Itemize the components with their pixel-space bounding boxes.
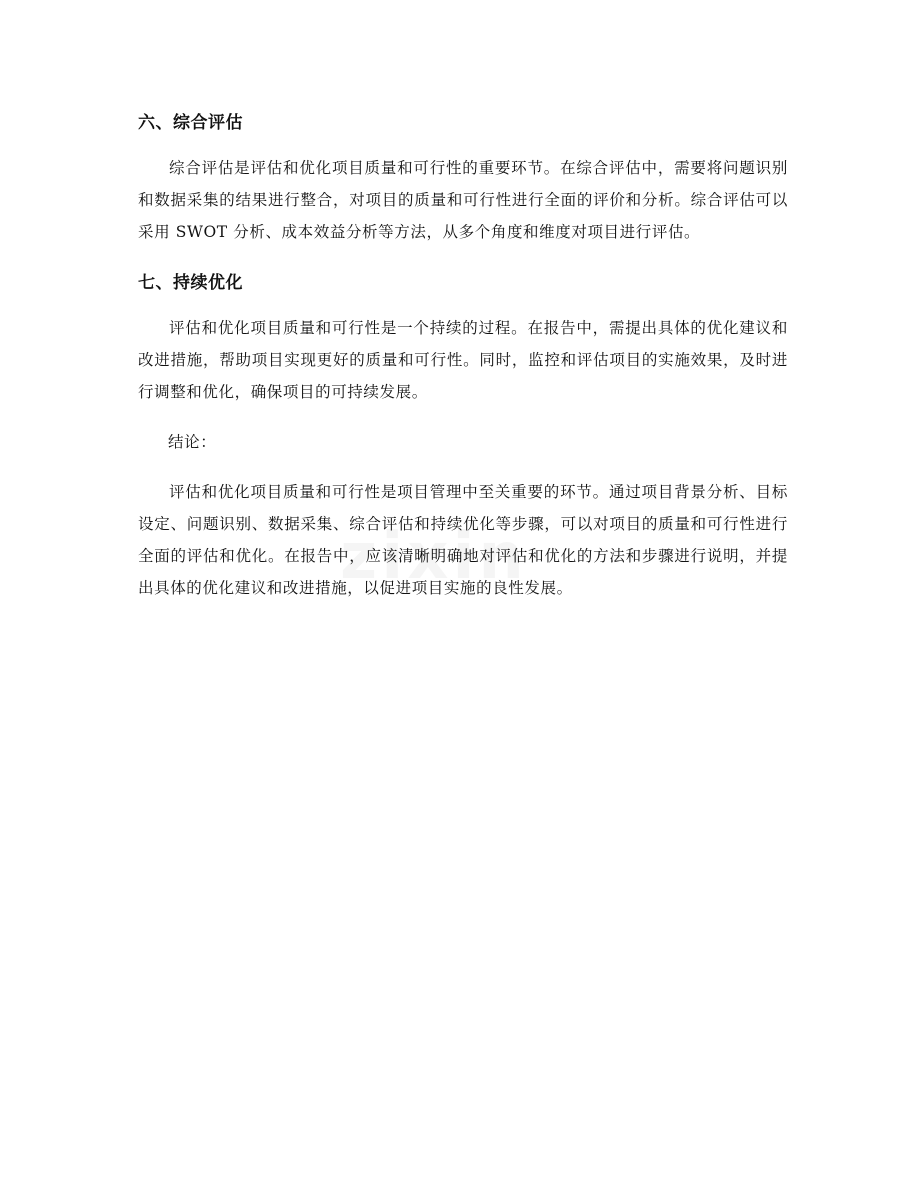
- conclusion-label: 结论：: [168, 433, 217, 451]
- paragraph-comprehensive-evaluation: 综合评估是评估和优化项目质量和可行性的重要环节。在综合评估中，需要将问题识别和数据采集的结果进行整合，对项目的质量和可行性进行全面的评价和分析。综合评估可以采用 SWOT 分析、成本效益分析等方法，从多个角度和维度对项目进行评估。: [138, 159, 788, 241]
- document-body: [138, 108, 788, 604]
- section-heading-comprehensive-evaluation: 六、综合评估: [138, 113, 243, 133]
- paragraph-conclusion: 评估和优化项目质量和可行性是项目管理中至关重要的环节。通过项目背景分析、目标设定、问题识别、数据采集、综合评估和持续优化等步骤，可以对项目的质量和可行性进行全面的评估和优化。在报告中，应该清晰明确地对评估和优化的方法和步骤进行说明，并提出具体的优化建议和改进措施，以促进项目实施的良性发展。: [138, 483, 788, 597]
- section-heading-continuous-optimization: 七、持续优化: [138, 273, 243, 293]
- paragraph-continuous-optimization: 评估和优化项目质量和可行性是一个持续的过程。在报告中，需提出具体的优化建议和改进措施，帮助项目实现更好的质量和可行性。同时，监控和评估项目的实施效果，及时进行调整和优化，确保项目的可持续发展。: [138, 319, 788, 401]
